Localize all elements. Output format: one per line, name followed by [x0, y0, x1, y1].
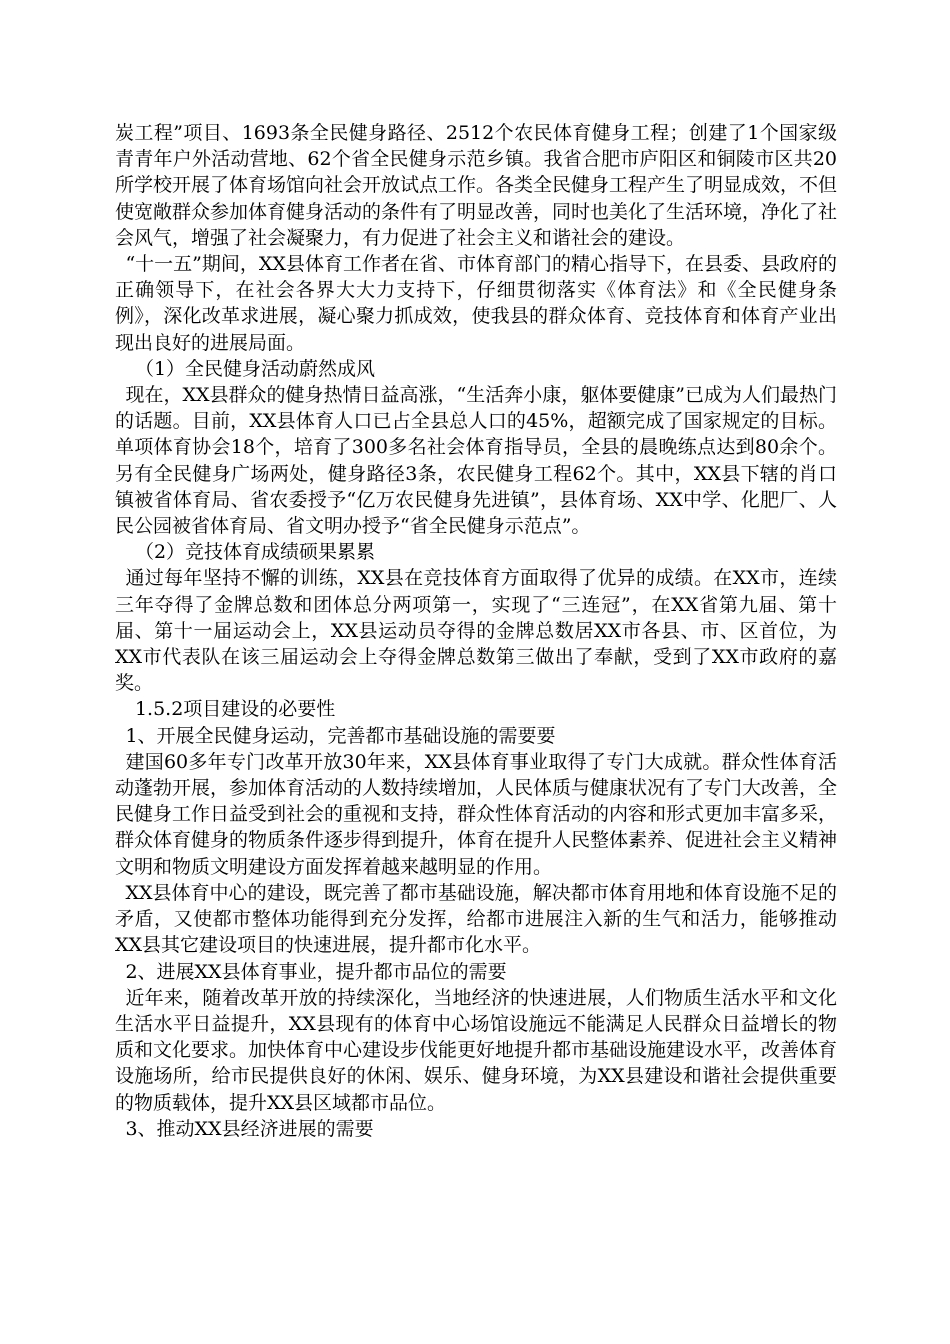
- subheading-3: 3、推动XX县经济进展的需要: [125, 1117, 374, 1140]
- paragraph-3: 现在，XX县群众的健身热情日益高涨，“生活奔小康，躯体要健康”已成为人们最热门的话题。目前，XX县体育人口已占全县总人口的45%，超额完成了国家规定的目标。单项体育协会18个，培育了300多名社会体育指导员，全县的晨晚练点达到80余个。另有全民健身广场两处，健身路径3条，农民健身工程62个。其中，XX县下辖的肖口镇被省体育局、省农委授予“亿万农民健身先进镇”，县体育场、XX中学、化肥厂、人民公园被省体育局、省文明办授予“省全民健身示范点”。: [115, 384, 837, 538]
- section-heading-2: （2）竞技体育成绩硕果累累: [134, 541, 376, 564]
- paragraph-1: 炭工程”项目、1693条全民健身路径、2512个农民体育健身工程；创建了1个国家级青青年户外活动营地、62个省全民健身示范乡镇。我省合肥市庐阳区和铜陵市区共20所学校开展了体育场馆向社会开放试点工作。各类全民健身工程产生了明显成效，不但使宽敞群众参加体育健身活动的条件有了明显改善，同时也美化了生活环境，净化了社会风气，增强了社会凝聚力，有力促进了社会主义和谐社会的建设。: [115, 122, 838, 249]
- subheading-1: 1、开展全民健身运动，完善都市基础设施的需要要: [125, 724, 556, 747]
- paragraph-2: “十一五”期间，XX县体育工作者在省、市体育部门的精心指导下，在县委、县政府的正确领导下，在社会各界大大力支持下，仔细贯彻落实《体育法》和《全民健身条例》，深化改革求进展，凝心聚力抓成效，使我县的群众体育、竞技体育和体育产业出现出良好的进展局面。: [115, 253, 837, 354]
- paragraph-6: XX县体育中心的建设，既完善了都市基础设施，解决都市体育用地和体育设施不足的矛盾，又使都市整体功能得到充分发挥，给都市进展注入新的生气和活力，能够推动XX县其它建设项目的快速进展，提升都市化水平。: [115, 881, 837, 957]
- document-page: [115, 120, 837, 1142]
- paragraph-4: 通过每年坚持不懈的训练，XX县在竞技体育方面取得了优异的成绩。在XX市，连续三年夺得了金牌总数和团体总分两项第一，实现了“三连冠”，在XX省第九届、第十届、第十一届运动会上，XX县运动员夺得的金牌总数居XX市各县、市、区首位，为XX市代表队在该三届运动会上夺得金牌总数第三做出了奉献，受到了XX市政府的嘉奖。: [115, 567, 837, 695]
- paragraph-5: 建国60多年专门改革开放30年来，XX县体育事业取得了专门大成就。群众性体育活动蓬勃开展，参加体育活动的人数持续增加，人民体质与健康状况有了专门大改善，全民健身工作日益受到社会的重视和支持，群众性体育活动的内容和形式更加丰富多采，群众体育健身的物质条件逐步得到提升，体育在提升人民整体素养、促进社会主义精神文明和物质文明建设方面发挥着越来越明显的作用。: [115, 750, 838, 878]
- subheading-2: 2、进展XX县体育事业，提升都市品位的需要: [125, 960, 507, 983]
- section-heading-1-5-2: 1.5.2项目建设的必要性: [134, 698, 336, 721]
- paragraph-7: 近年来，随着改革开放的持续深化，当地经济的快速进展，人们物质生活水平和文化生活水平日益提升，XX县现有的体育中心场馆设施远不能满足人民群众日益增长的物质和文化要求。加快体育中心建设步伐能更好地提升都市基础设施建设水平，改善体育设施场所，给市民提供良好的休闲、娱乐、健身环境，为XX县建设和谐社会提供重要的物质载体，提升XX县区域都市品位。: [115, 986, 838, 1114]
- section-heading-1: （1）全民健身活动蔚然成风: [134, 357, 376, 380]
